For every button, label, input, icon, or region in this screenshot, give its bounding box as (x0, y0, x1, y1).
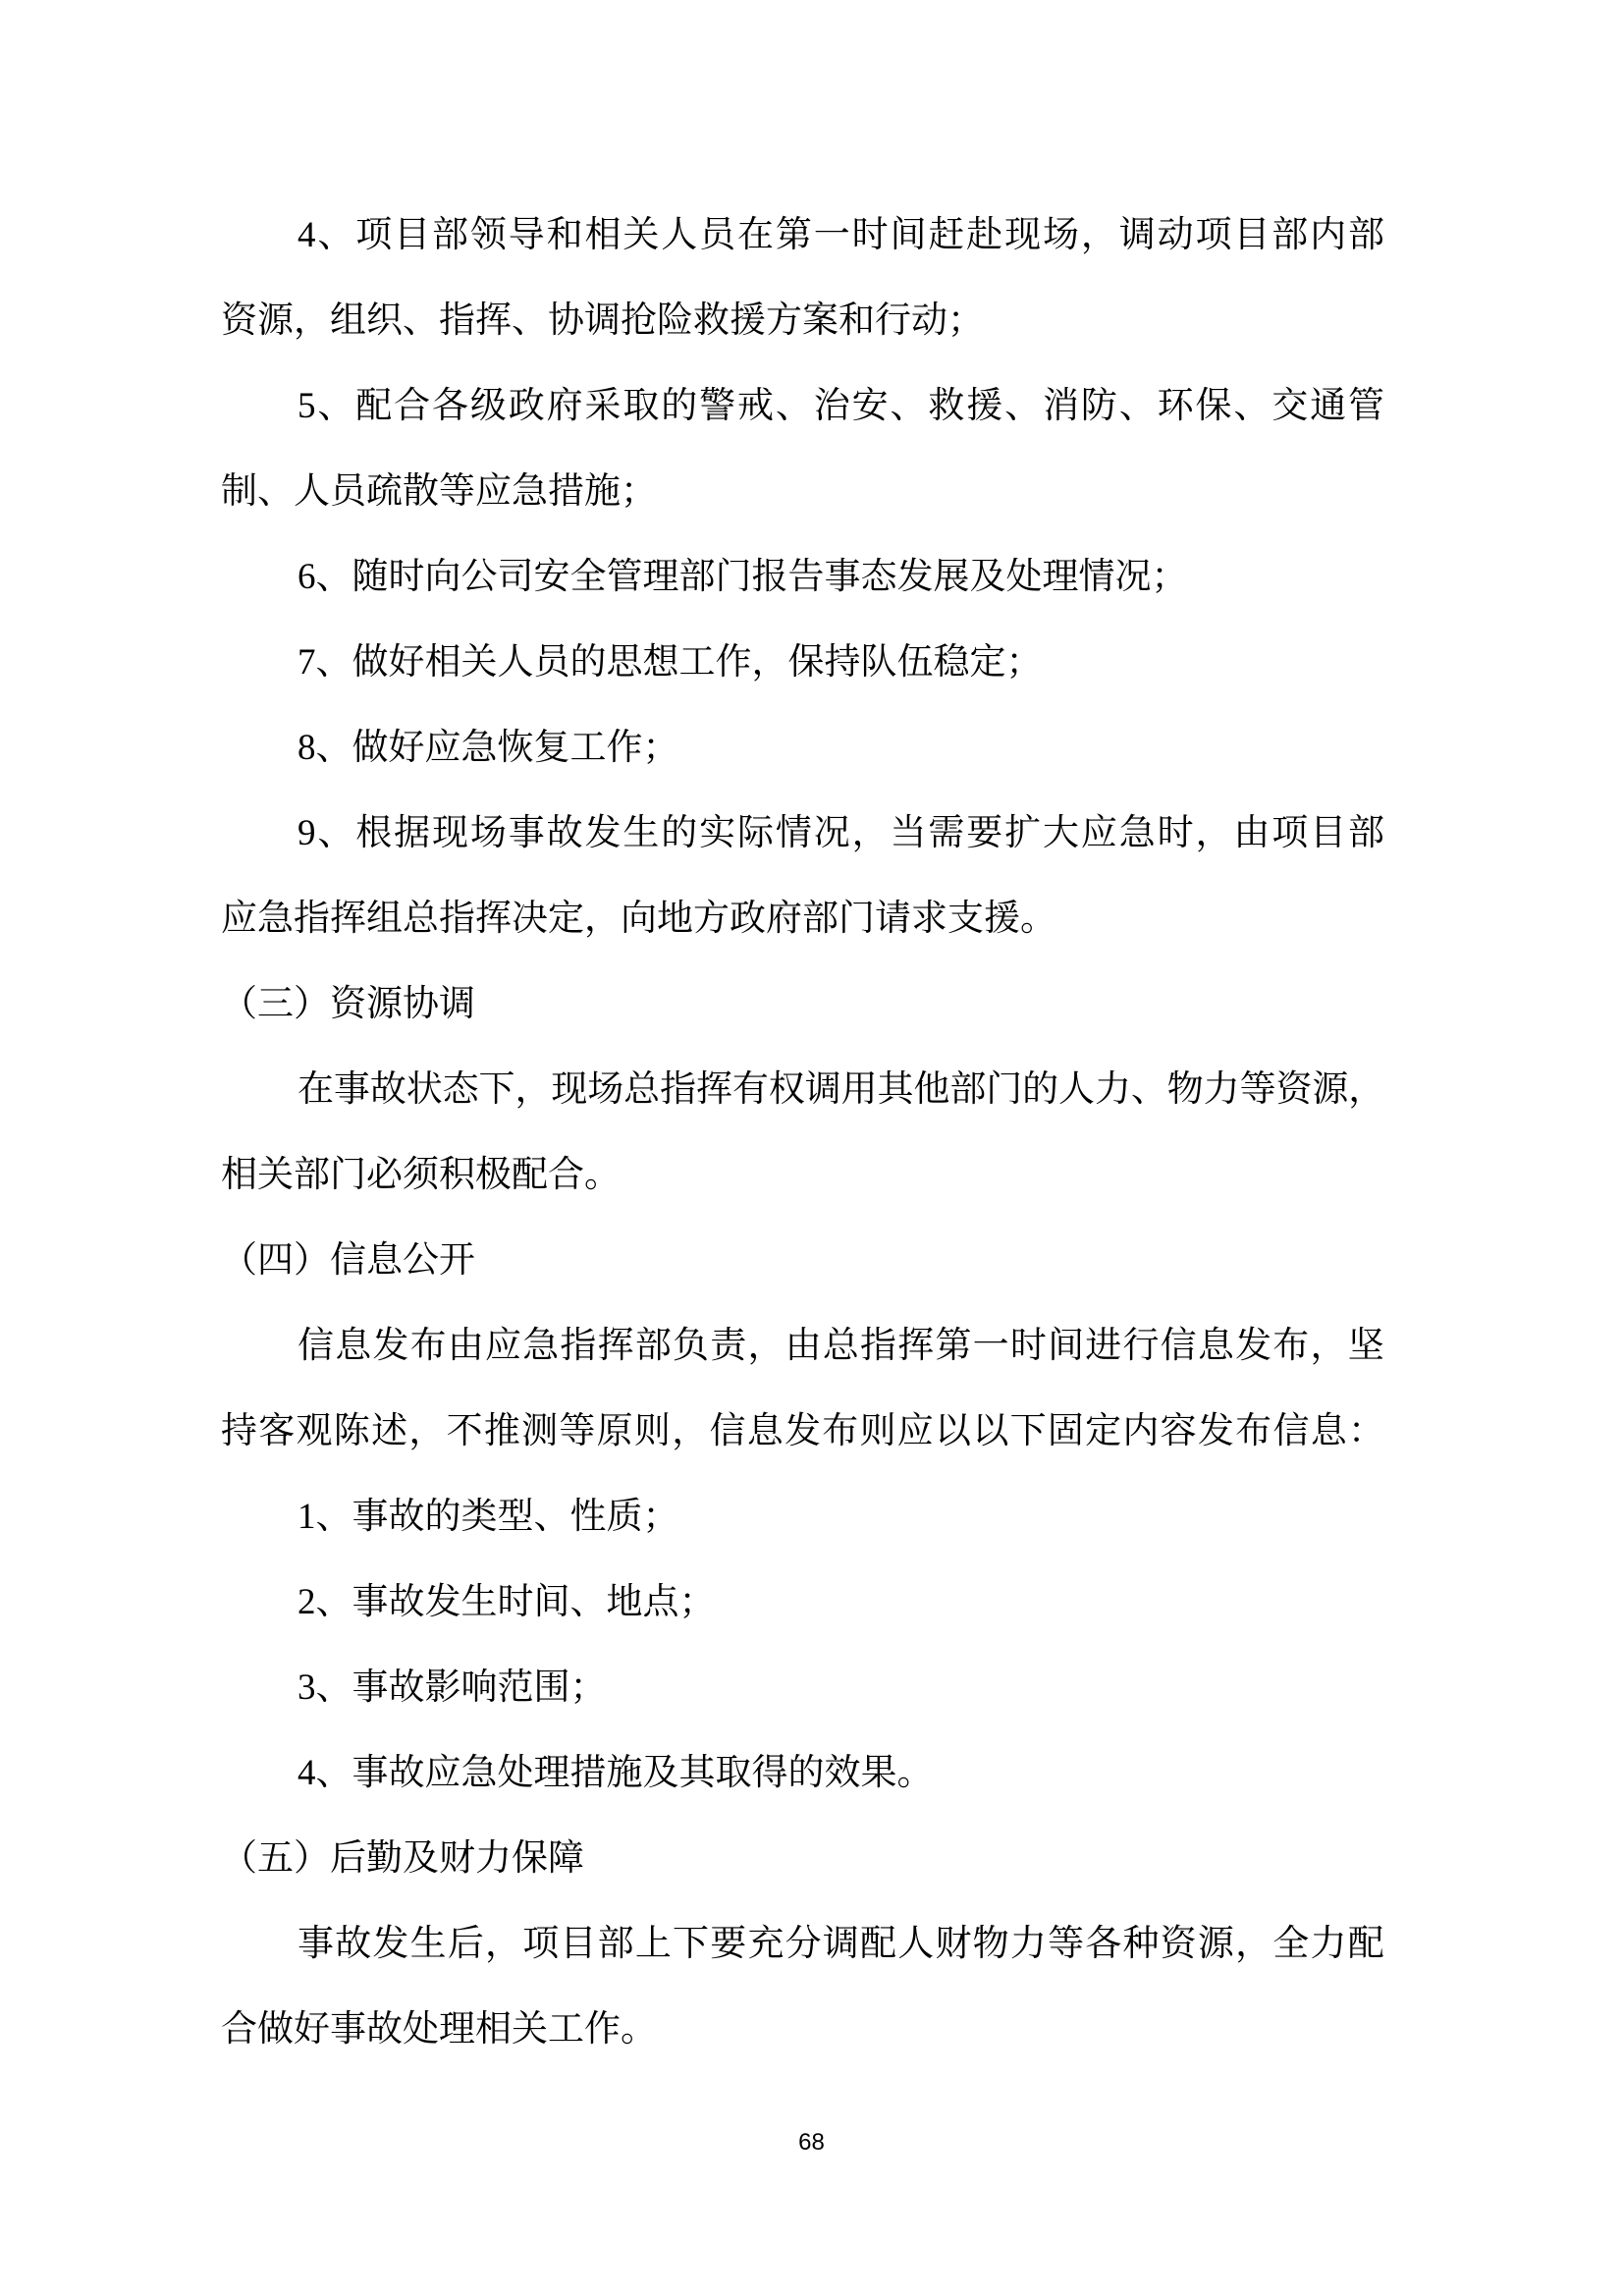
text-line: 1、事故的类型、性质； (298, 1497, 679, 1537)
text-line: （三）资源协调 (221, 984, 475, 1024)
text-line: 在 事 故 状 态 下 ， 现 场 总 指 挥 有 权 调 用 其 他 部 门 的 人 力 、 物 力 等 资 源 ， (298, 1069, 1385, 1110)
text-line: 8、做好应急恢复工作； (298, 728, 679, 768)
text-line: 9 、 根 据 现 场 事 故 发 生 的 实 际 情 况 ， 当 需 要 扩 大 应 急 时 ， 由 项 目 部 (298, 813, 1384, 853)
text-line: 4 、 项 目 部 领 导 和 相 关 人 员 在 第 一 时 间 赶 赴 现 场 ， 调 动 项 目 部 内 部 (298, 215, 1384, 255)
text-line: （四）信息公开 (221, 1240, 475, 1281)
text-line: 事 故 发 生 后 ， 项 目 部 上 下 要 充 分 调 配 人 财 物 力 等 各 种 资 源 ， 全 力 配 (298, 1924, 1384, 1964)
text-line: 持 客 观 陈 述 ， 不 推 测 等 原 则 ， 信 息 发 布 则 应 以 以 下 固 定 内 容 发 布 信 息 ： (221, 1411, 1384, 1451)
text-line: 合做好事故处理相关工作。 (221, 2009, 657, 2050)
document-body (221, 192, 1384, 2072)
text-line: 7、做好相关人员的思想工作，保持队伍稳定； (298, 642, 1043, 683)
text-line: （五）后勤及财力保障 (221, 1838, 584, 1879)
text-line: 2、事故发生时间、地点； (298, 1582, 716, 1622)
text-line: 4、事故应急处理措施及其取得的效果。 (298, 1753, 934, 1793)
text-line: 6、随时向公司安全管理部门报告事态发展及处理情况； (298, 557, 1188, 597)
text-line: 3、事故影响范围； (298, 1667, 607, 1708)
text-line: 相关部门必须积极配合。 (221, 1155, 621, 1195)
text-line: 信 息 发 布 由 应 急 指 挥 部 负 责 ， 由 总 指 挥 第 一 时 间 进 行 信 息 发 布 ， 坚 (298, 1326, 1384, 1366)
page-number: 68 (798, 2129, 825, 2156)
text-line: 制、人员疏散等应急措施； (221, 471, 657, 512)
text-line: 资源，组织、指挥、协调抢险救援方案和行动； (221, 301, 984, 341)
text-line: 5 、 配 合 各 级 政 府 采 取 的 警 戒 、 治 安 、 救 援 、 消 防 、 环 保 、 交 通 管 (298, 386, 1384, 426)
text-line: 应急指挥组总指挥决定，向地方政府部门请求支援。 (221, 899, 1056, 939)
